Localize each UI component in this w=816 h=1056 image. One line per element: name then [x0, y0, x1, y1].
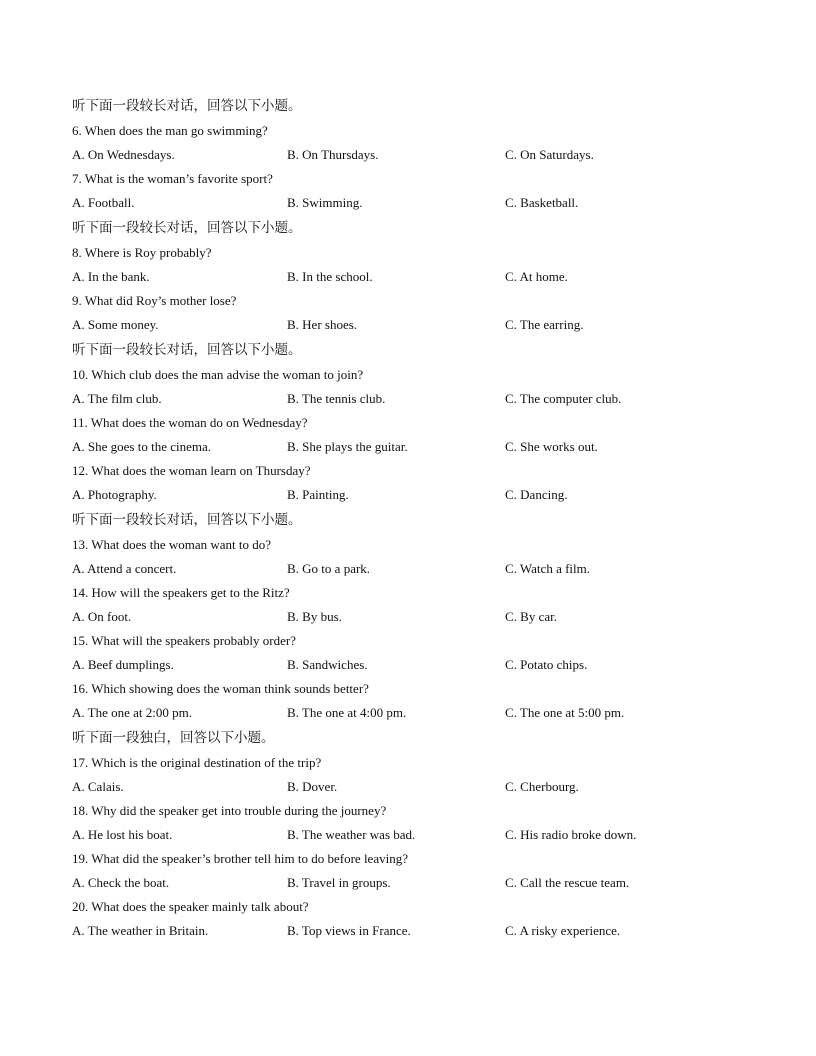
option-a: A. Calais.: [72, 779, 124, 794]
option-b: B. Painting.: [287, 487, 349, 502]
answer-options: [72, 191, 752, 215]
answer-options: [72, 483, 752, 507]
option-a: A. He lost his boat.: [72, 827, 173, 842]
section-instruction: 听下面一段较长对话，回答以下小题。: [72, 98, 302, 114]
option-a: A. On foot.: [72, 609, 132, 624]
section-instruction: 听下面一段独白，回答以下小题。: [72, 730, 275, 746]
option-c: C. The earring.: [505, 317, 584, 332]
option-b: B. The weather was bad.: [287, 827, 416, 842]
section-instruction: 听下面一段较长对话，回答以下小题。: [72, 220, 302, 236]
option-a: A. Photography.: [72, 487, 157, 502]
option-a: A. The weather in Britain.: [72, 923, 209, 938]
option-c: C. At home.: [505, 269, 568, 284]
option-c: C. A risky experience.: [505, 923, 621, 938]
answer-options: [72, 605, 752, 629]
question-text: 14. How will the speakers get to the Ritz?: [72, 585, 290, 600]
answer-options: [72, 701, 752, 725]
question-text: 6. When does the man go swimming?: [72, 123, 268, 138]
option-a: A. On Wednesdays.: [72, 147, 175, 162]
answer-options: [72, 871, 752, 895]
answer-options: [72, 775, 752, 799]
option-c: C. The one at 5:00 pm.: [505, 705, 625, 720]
answer-options: [72, 387, 752, 411]
question-text: 17. Which is the original destination of the trip?: [72, 755, 322, 770]
option-b: B. Go to a park.: [287, 561, 371, 576]
option-b: B. In the school.: [287, 269, 373, 284]
option-b: B. On Thursdays.: [287, 147, 379, 162]
option-c: C. The computer club.: [505, 391, 622, 406]
question-text: 9. What did Roy’s mother lose?: [72, 293, 237, 308]
answer-options: [72, 919, 752, 943]
question-text: 10. Which club does the man advise the woman to join?: [72, 367, 364, 382]
option-a: A. Beef dumplings.: [72, 657, 174, 672]
option-c: C. Watch a film.: [505, 561, 591, 576]
answer-options: [72, 265, 752, 289]
question-text: 15. What will the speakers probably order?: [72, 633, 296, 648]
question-text: 19. What did the speaker’s brother tell him to do before leaving?: [72, 851, 408, 866]
option-a: A. Attend a concert.: [72, 561, 177, 576]
option-a: A. The one at 2:00 pm.: [72, 705, 192, 720]
option-c: C. Potato chips.: [505, 657, 588, 672]
question-text: 20. What does the speaker mainly talk about?: [72, 899, 309, 914]
option-c: C. By car.: [505, 609, 557, 624]
option-c: C. On Saturdays.: [505, 147, 594, 162]
option-b: B. Her shoes.: [287, 317, 358, 332]
option-b: B. The one at 4:00 pm.: [287, 705, 407, 720]
option-c: C. His radio broke down.: [505, 827, 637, 842]
option-b: B. Top views in France.: [287, 923, 411, 938]
option-a: A. In the bank.: [72, 269, 150, 284]
option-c: C. Dancing.: [505, 487, 568, 502]
option-a: A. The film club.: [72, 391, 162, 406]
option-c: C. Call the rescue team.: [505, 875, 630, 890]
answer-options: [72, 653, 752, 677]
option-c: C. Cherbourg.: [505, 779, 579, 794]
option-a: A. She goes to the cinema.: [72, 439, 211, 454]
option-a: A. Some money.: [72, 317, 159, 332]
listening-questions: [72, 93, 752, 943]
question-text: 12. What does the woman learn on Thursday?: [72, 463, 311, 478]
question-text: 7. What is the woman’s favorite sport?: [72, 171, 273, 186]
option-b: B. Sandwiches.: [287, 657, 368, 672]
option-b: B. Swimming.: [287, 195, 363, 210]
option-b: B. By bus.: [287, 609, 342, 624]
option-c: C. Basketball.: [505, 195, 579, 210]
answer-options: [72, 313, 752, 337]
option-b: B. Travel in groups.: [287, 875, 391, 890]
option-b: B. She plays the guitar.: [287, 439, 408, 454]
section-instruction: 听下面一段较长对话，回答以下小题。: [72, 342, 302, 358]
option-b: B. The tennis club.: [287, 391, 386, 406]
option-c: C. She works out.: [505, 439, 598, 454]
question-text: 16. Which showing does the woman think sounds better?: [72, 681, 369, 696]
question-text: 8. Where is Roy probably?: [72, 245, 212, 260]
question-text: 13. What does the woman want to do?: [72, 537, 272, 552]
question-text: 18. Why did the speaker get into trouble during the journey?: [72, 803, 387, 818]
answer-options: [72, 143, 752, 167]
answer-options: [72, 557, 752, 581]
option-a: A. Check the boat.: [72, 875, 170, 890]
option-b: B. Dover.: [287, 779, 338, 794]
option-a: A. Football.: [72, 195, 135, 210]
question-text: 11. What does the woman do on Wednesday?: [72, 415, 308, 430]
answer-options: [72, 435, 752, 459]
section-instruction: 听下面一段较长对话，回答以下小题。: [72, 512, 302, 528]
answer-options: [72, 823, 752, 847]
